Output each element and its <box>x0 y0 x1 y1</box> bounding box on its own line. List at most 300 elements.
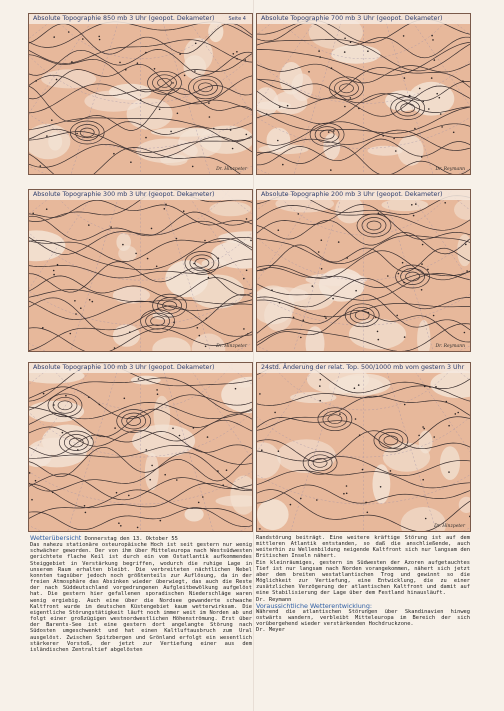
station-mark <box>99 39 101 41</box>
station-mark <box>446 401 448 403</box>
station-mark <box>421 263 423 265</box>
station-mark <box>137 527 139 529</box>
station-mark <box>331 67 333 69</box>
station-mark <box>390 470 392 472</box>
station-mark <box>350 97 352 99</box>
station-mark <box>164 208 166 210</box>
station-mark <box>98 36 100 38</box>
station-mark <box>128 495 130 497</box>
station-mark <box>129 331 131 333</box>
station-mark <box>440 113 442 115</box>
station-mark <box>312 285 314 287</box>
station-mark <box>195 43 197 45</box>
station-mark <box>455 413 457 415</box>
land-patch <box>230 476 252 515</box>
land-patch <box>440 446 460 480</box>
station-mark <box>160 520 162 522</box>
map-title: Absolute Topographie 850 mb 3 Uhr (geopot. Dekameter) <box>29 14 252 24</box>
station-mark <box>243 328 245 330</box>
station-mark <box>321 239 323 241</box>
station-mark <box>250 240 252 242</box>
station-mark <box>330 169 332 171</box>
station-mark <box>99 404 101 406</box>
station-mark <box>346 493 348 495</box>
station-mark <box>235 388 237 390</box>
station-mark <box>205 346 207 348</box>
station-mark <box>147 258 149 260</box>
right-text-column <box>256 535 470 634</box>
station-mark <box>259 393 261 395</box>
station-mark <box>378 212 380 214</box>
land-patch <box>152 337 190 351</box>
station-mark <box>414 128 416 130</box>
station-mark <box>421 289 423 291</box>
station-mark <box>382 135 384 137</box>
station-mark <box>448 425 450 427</box>
station-mark <box>156 266 158 268</box>
station-mark <box>177 113 179 115</box>
land-patch <box>457 234 470 266</box>
station-mark <box>427 269 429 271</box>
station-mark <box>441 126 443 128</box>
station-mark <box>343 493 345 495</box>
station-mark <box>76 133 78 135</box>
overview-heading: Wetterübersicht <box>30 534 82 542</box>
station-mark <box>51 119 53 121</box>
station-mark <box>259 528 261 530</box>
station-mark <box>114 347 116 349</box>
station-mark <box>464 332 466 334</box>
station-mark <box>403 282 405 284</box>
station-mark <box>354 387 356 389</box>
station-mark <box>172 428 174 430</box>
map-300mb <box>28 189 253 352</box>
station-mark <box>207 436 209 438</box>
station-mark <box>387 275 389 277</box>
station-mark <box>316 499 318 501</box>
station-mark <box>232 148 234 150</box>
map-title: Absolute Topographie 100 mb 3 Uhr (geopot. Dekameter) <box>29 363 252 373</box>
station-mark <box>92 301 94 303</box>
station-mark <box>398 273 400 275</box>
station-mark <box>422 244 424 246</box>
station-mark <box>157 393 159 395</box>
map-title: Absolute Topographie 200 mb 3 Uhr (geopot. Dekameter) <box>257 190 470 200</box>
station-mark <box>80 307 82 309</box>
map-700mb <box>256 13 471 175</box>
station-mark <box>52 492 54 494</box>
station-mark <box>118 522 120 524</box>
station-mark <box>409 95 411 97</box>
station-mark <box>77 449 79 451</box>
station-mark <box>377 331 379 333</box>
station-mark <box>435 386 437 388</box>
station-mark <box>358 384 360 386</box>
station-mark <box>422 426 424 428</box>
station-mark <box>35 80 37 82</box>
station-mark <box>466 270 468 272</box>
map-signature: Dr. Hinzpeter <box>216 344 247 349</box>
weather-overview-column <box>30 535 252 653</box>
station-mark <box>46 135 48 137</box>
station-mark <box>428 108 430 110</box>
station-mark <box>176 238 178 240</box>
station-mark <box>339 413 341 415</box>
station-mark <box>246 218 248 220</box>
station-mark <box>53 270 55 272</box>
station-mark <box>271 289 273 291</box>
station-mark <box>359 434 361 436</box>
station-mark <box>74 300 76 302</box>
station-mark <box>88 396 90 398</box>
station-mark <box>110 226 112 228</box>
station-mark <box>266 113 268 115</box>
station-mark <box>145 137 147 139</box>
station-mark <box>71 61 73 63</box>
station-mark <box>444 202 446 204</box>
land-patch <box>349 319 406 350</box>
station-mark <box>192 166 194 168</box>
land-patch <box>454 199 470 220</box>
station-mark <box>119 62 121 64</box>
station-mark <box>197 327 199 329</box>
station-mark <box>245 59 247 61</box>
station-mark <box>261 449 263 451</box>
station-mark <box>149 479 151 481</box>
closed-contour <box>340 84 354 93</box>
land-patch <box>381 199 428 211</box>
map-title: Absolute Topographie 300 mb 3 Uhr (geopot. Dekameter) <box>29 190 252 200</box>
station-mark <box>332 298 334 300</box>
land-patch <box>331 45 381 64</box>
station-mark <box>433 436 435 438</box>
station-mark <box>434 59 436 61</box>
station-mark <box>172 82 174 84</box>
station-mark <box>209 116 211 118</box>
closed-contour <box>362 218 386 234</box>
closed-contour <box>355 311 369 320</box>
station-mark <box>429 386 431 388</box>
overview-body: Das nahezu stationäre osteuropäische Hoch ist seit gestern nur wenig schwächer geworden. Der von ihm über Mitteleuropa nach Westsüdwesten gerichtete flache Keil ist durch ein vom Ostatlantik aufkommendes Steiggebiet in Verstärkung begriffen, wodurch die ruhige Lage in unserem Raum erhalten bleibt. Die verbreiteten nächtlichen Nebel konnten tagsüber jedoch noch größtenteils zur Auflösung, da in der freien Atmosphäre das Absinken wieder überwiegt, das auch die Reste der nach Süddeutschland vorgedrungenen Aufgleitbewölkung aufgelöst hat. Die gestern hier gefallenen sporadischen Niederschläge waren wenig ergiebig. Auch eine über die Nordsee gewanderte schwache Kaltfront wurde im deutschen Küstengebiet kaum wetterwirksam. Die eigentliche Störungstätigkeit läuft noch immer weit im Norden ab und folgt einer großzügigen westnordwestlichen Höhenströmung. Erst über der Barents-See ist eine gestern dort angelangte Störung nach Südosten umgeschwenkt und hat einen Kaltluftausbruch zum Ural ausgelöst. Zwischen Spitzbergen und Grönland erfolgt ein wesentlich stärkerer Vorstoß, der jetzt zur Vertiefung einer aus dem isländischen Zentraltief abgelösten <box>30 542 252 653</box>
station-mark <box>137 62 139 64</box>
map-thickness-change <box>256 362 471 532</box>
closed-contour <box>323 411 347 427</box>
author-signature: Dr. Reymann <box>256 596 292 603</box>
map-100mb-chart <box>29 363 252 531</box>
station-mark <box>432 39 434 41</box>
station-mark <box>365 502 367 504</box>
station-mark <box>278 229 280 231</box>
land-patch <box>116 233 131 251</box>
station-mark <box>279 302 281 304</box>
closed-contour <box>122 413 146 429</box>
map-850mb-chart <box>29 14 252 174</box>
station-mark <box>418 435 420 437</box>
station-mark <box>85 512 87 514</box>
station-mark <box>393 138 395 140</box>
map-100mb <box>28 362 253 532</box>
land-patch <box>323 133 340 159</box>
station-mark <box>199 335 201 337</box>
station-mark <box>206 318 208 320</box>
station-mark <box>247 333 249 335</box>
station-mark <box>319 385 321 387</box>
station-mark <box>120 525 122 527</box>
land-patch <box>185 507 204 521</box>
overview-intro <box>30 535 252 542</box>
station-mark <box>375 316 377 318</box>
station-mark <box>344 38 346 40</box>
land-patch <box>29 401 84 423</box>
station-mark <box>124 398 126 400</box>
station-mark <box>184 75 186 77</box>
station-mark <box>31 499 33 501</box>
station-mark <box>170 131 172 133</box>
station-mark <box>217 470 219 472</box>
land-patch <box>145 453 159 491</box>
station-mark <box>230 129 232 131</box>
station-mark <box>358 108 360 110</box>
station-mark <box>290 504 292 506</box>
station-mark <box>151 228 153 230</box>
map-signature: Dr. Hinzpeter <box>434 524 465 529</box>
station-mark <box>84 505 86 507</box>
station-mark <box>346 257 348 259</box>
page-fold <box>253 0 254 711</box>
closed-contour <box>127 417 141 426</box>
station-mark <box>378 339 380 341</box>
station-mark <box>233 53 235 55</box>
station-mark <box>246 134 248 136</box>
station-mark <box>40 165 42 167</box>
station-mark <box>202 496 204 498</box>
land-patch <box>151 128 211 137</box>
closed-contour <box>350 307 374 323</box>
station-mark <box>32 213 34 215</box>
station-mark <box>431 35 433 37</box>
overview-date: Donnerstag den 13. Oktober 55 <box>84 536 178 542</box>
station-mark <box>116 492 118 494</box>
station-mark <box>88 224 90 226</box>
station-mark <box>140 99 142 101</box>
station-mark <box>355 290 357 292</box>
map-850mb <box>28 13 253 175</box>
station-mark <box>243 278 245 280</box>
station-mark <box>465 244 467 246</box>
station-mark <box>138 378 140 380</box>
station-mark <box>193 263 195 265</box>
station-mark <box>65 395 67 397</box>
station-mark <box>198 502 200 504</box>
station-mark <box>282 164 284 166</box>
station-mark <box>236 51 238 53</box>
station-mark <box>91 437 93 439</box>
station-mark <box>403 35 405 37</box>
station-mark <box>395 150 397 152</box>
station-mark <box>300 498 302 500</box>
station-mark <box>57 264 59 266</box>
station-mark <box>308 71 310 73</box>
station-mark <box>293 317 295 319</box>
station-mark <box>89 299 91 301</box>
station-mark <box>344 51 346 53</box>
station-mark <box>319 400 321 402</box>
station-mark <box>413 215 415 217</box>
land-patch <box>257 499 289 530</box>
station-mark <box>183 210 185 212</box>
station-mark <box>448 471 450 473</box>
station-mark <box>208 277 210 279</box>
station-mark <box>164 474 166 476</box>
closed-contour <box>384 436 398 445</box>
station-mark <box>421 156 423 158</box>
station-mark <box>75 313 77 315</box>
station-mark <box>368 312 370 314</box>
land-patch <box>113 324 140 346</box>
closed-contour <box>158 78 172 87</box>
station-mark <box>324 316 326 318</box>
forecast-heading: Voraussichtliche Wetterentwicklung: <box>256 601 373 610</box>
closed-contour <box>328 415 342 424</box>
station-mark <box>367 512 369 514</box>
station-mark <box>246 270 248 272</box>
station-mark <box>56 79 58 81</box>
station-mark <box>402 262 404 264</box>
station-mark <box>424 386 426 388</box>
station-mark <box>287 105 289 107</box>
station-mark <box>396 315 398 317</box>
author-signature: Dr. Meyer <box>256 627 285 634</box>
station-mark <box>222 484 224 486</box>
station-mark <box>82 38 84 40</box>
station-mark <box>151 465 153 467</box>
station-mark <box>274 412 276 414</box>
station-mark <box>319 56 321 58</box>
station-mark <box>208 102 210 104</box>
map-700mb-chart <box>257 14 470 174</box>
station-mark <box>62 432 64 434</box>
station-mark <box>431 77 433 79</box>
station-mark <box>380 486 382 488</box>
station-mark <box>328 131 330 133</box>
station-mark <box>204 240 206 242</box>
station-mark <box>433 315 435 317</box>
station-mark <box>425 518 427 520</box>
station-mark <box>53 404 55 406</box>
map-signature: Dr. Reymann <box>435 344 465 349</box>
station-mark <box>320 379 322 381</box>
station-mark <box>404 77 406 79</box>
map-thickness-chart <box>257 363 470 531</box>
station-mark <box>194 70 196 72</box>
station-mark <box>462 80 464 82</box>
contour-line <box>29 508 252 530</box>
station-mark <box>173 322 175 324</box>
station-mark <box>130 161 132 163</box>
station-mark <box>419 88 421 90</box>
station-mark <box>469 516 470 518</box>
station-mark <box>325 317 327 319</box>
station-mark <box>46 208 48 210</box>
map-200mb-chart <box>257 190 470 351</box>
station-mark <box>318 251 320 253</box>
station-mark <box>453 132 455 134</box>
station-mark <box>355 418 357 420</box>
station-mark <box>367 50 369 52</box>
closed-contour <box>335 80 359 96</box>
station-mark <box>165 204 167 206</box>
station-mark <box>68 31 70 33</box>
station-mark <box>303 319 305 321</box>
station-mark <box>422 479 424 481</box>
station-mark <box>346 485 348 487</box>
station-mark <box>350 41 352 43</box>
map-signature: Dr. Reymann <box>435 167 465 172</box>
station-mark <box>122 244 124 246</box>
station-mark <box>411 204 413 206</box>
station-mark <box>159 109 161 111</box>
land-patch <box>257 442 281 478</box>
station-mark <box>404 404 406 406</box>
station-mark <box>415 203 417 205</box>
station-mark <box>298 213 300 215</box>
closed-contour <box>367 221 381 230</box>
station-mark <box>114 427 116 429</box>
land-patch <box>210 202 251 217</box>
station-mark <box>236 58 238 60</box>
station-mark <box>277 140 279 142</box>
map-title: Absolute Topographie 700 mb 3 Uhr (geopot. Dekameter) <box>257 14 470 24</box>
station-mark <box>43 393 45 395</box>
station-mark <box>53 36 55 38</box>
station-mark <box>338 241 340 243</box>
station-mark <box>156 389 158 391</box>
station-mark <box>423 428 425 430</box>
station-mark <box>217 257 219 259</box>
right-para-2: Ein kleinräumiges, gestern im Südwesten der Azoren aufgetauchtes Tief ist nur langsam nach Norden vorangekommen, nähert sich jetzt aber dem breiten westatlantischen Trog und gewinnt so die Möglichkeit zur Vertiefung, eine Entwicklung, die zu einer zusätzlichen Verzögerung der atlantischen Kaltfront und damit auf eine Stabilisierung der Lage über dem Festland hinausläuft. <box>256 559 470 597</box>
station-mark <box>146 449 148 451</box>
station-mark <box>154 68 156 70</box>
station-mark <box>439 97 441 99</box>
station-mark <box>145 52 147 54</box>
station-mark <box>279 106 281 108</box>
page-number: Seite 4 <box>228 16 246 22</box>
station-mark <box>300 337 302 339</box>
station-mark <box>457 412 459 414</box>
land-patch <box>264 300 292 331</box>
station-mark <box>226 469 228 471</box>
station-mark <box>35 480 37 482</box>
station-mark <box>333 130 335 132</box>
station-mark <box>53 274 55 276</box>
station-mark <box>318 50 320 52</box>
station-mark <box>176 479 178 481</box>
station-mark <box>193 427 195 429</box>
land-patch <box>208 21 223 42</box>
forecast-text: Während die atlantischen Störungen über Skandinavien hinweg ostwärts wandern, verbleibt Mitteleuropa im Bereich der sich vorübergehend wieder verstärkenden Hochdruckzone. <box>256 608 470 628</box>
right-para-1: Randstörung beiträgt. Eine weitere kräftige Störung ist auf dem mittleren Atlantik entstanden, so daß die anschließende, auch weiterhin zu Wellenbildung neigende Kaltfront sich nur langsam den Britischen Inseln nähert. <box>256 535 470 560</box>
station-mark <box>423 101 425 103</box>
map-title: 24std. Änderung der relat. Top. 500/1000 mb vom gestern 3 Uhr <box>257 363 470 373</box>
station-mark <box>213 128 215 130</box>
closed-contour <box>379 432 403 448</box>
map-signature: Dr. Hinzpeter <box>216 167 247 172</box>
station-mark <box>362 469 364 471</box>
station-mark <box>29 472 31 474</box>
station-mark <box>179 53 181 55</box>
station-mark <box>135 253 137 255</box>
station-mark <box>344 106 346 108</box>
